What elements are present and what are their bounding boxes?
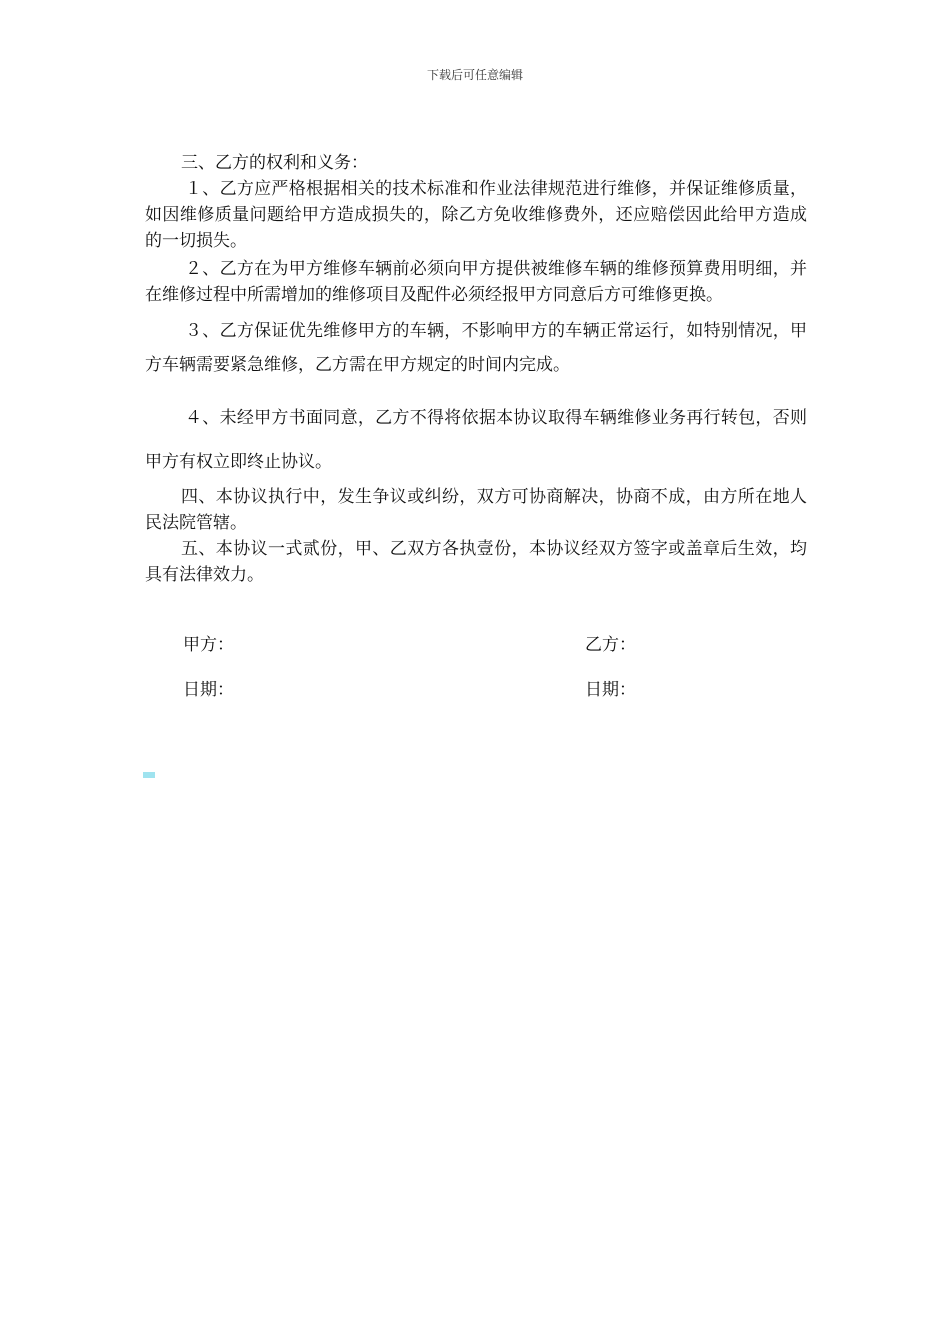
date-a-label: 日期： xyxy=(183,680,234,700)
section-three-title: 三、乙方的权利和义务： xyxy=(181,153,368,173)
section-five: 五、本协议一式贰份，甲、乙双方各执壹份，本协议经双方签字或盖章后生效，均具有法律效力。 xyxy=(145,539,807,585)
clause-item-4: ４、未经甲方书面同意，乙方不得将依据本协议取得车辆维修业务再行转包，否则甲方有权立即终止协议。 xyxy=(145,408,807,472)
party-a-label: 甲方： xyxy=(183,635,234,655)
signature-date-row xyxy=(183,675,683,720)
section-four: 四、本协议执行中，发生争议或纠纷，双方可协商解决，协商不成，由方所在地人民法院管辖。 xyxy=(145,487,807,533)
clause-item-1: １、乙方应严格根据相关的技术标准和作业法律规范进行维修，并保证维修质量，如因维修质量问题给甲方造成损失的，除乙方免收维修费外，还应赔偿因此给甲方造成的一切损失。 xyxy=(145,179,807,251)
signature-party-row xyxy=(183,630,683,675)
clause-item-2: ２、乙方在为甲方维修车辆前必须向甲方提供被维修车辆的维修预算费用明细，并在维修过程中所需增加的维修项目及配件必须经报甲方同意后方可维修更换。 xyxy=(145,259,807,305)
clause-item-3: ３、乙方保证优先维修甲方的车辆，不影响甲方的车辆正常运行，如特别情况，甲方车辆需要紧急维修，乙方需在甲方规定的时间内完成。 xyxy=(145,321,807,375)
document-body xyxy=(145,150,807,588)
signature-block xyxy=(183,630,683,720)
date-b-label: 日期： xyxy=(585,680,636,700)
party-b-label: 乙方： xyxy=(585,635,636,655)
page-header-note: 下载后可任意编辑 xyxy=(426,68,523,82)
cursor-marker xyxy=(143,772,155,778)
